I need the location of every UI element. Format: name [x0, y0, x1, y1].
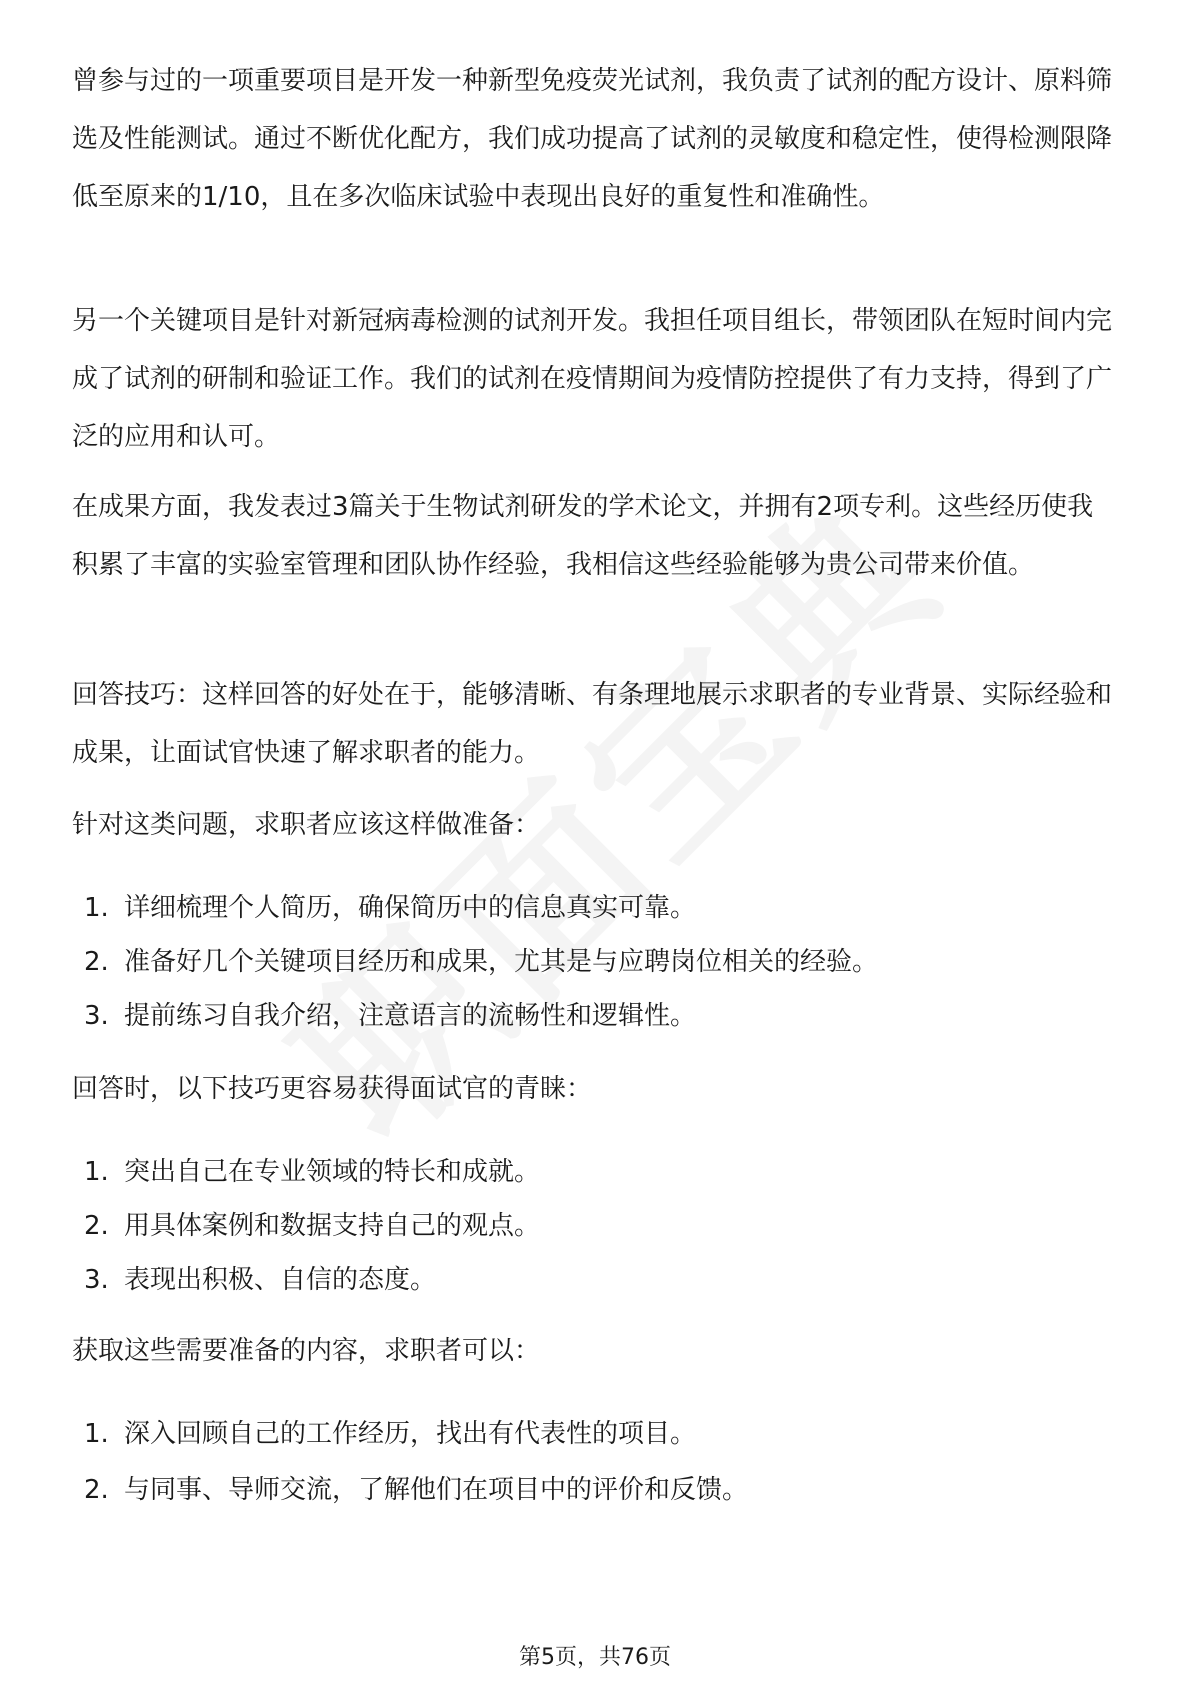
list-item — [84, 1260, 436, 1300]
list-number: 3. — [84, 1265, 109, 1295]
paragraph-project-covid: 另一个关键项目是针对新冠病毒检测的试剂开发。我担任项目组长，带领团队在短时间内完成了试剂的研制和验证工作。我们的试剂在疫情期间为疫情防控提供了有力支持，得到了广泛的应用和认可。 — [72, 306, 1113, 452]
list-item — [84, 1414, 696, 1454]
paragraph-achievements: 在成果方面，我发表过3篇关于生物试剂研发的学术论文，并拥有2项专利。这些经历使我积累了丰富的实验室管理和团队协作经验，我相信这些经验能够为贵公司带来价值。 — [72, 492, 1094, 580]
list-item — [84, 1470, 748, 1510]
list-text: 深入回顾自己的工作经历，找出有代表性的项目。 — [124, 1419, 697, 1449]
page-footer: 第5页，共76页 — [519, 1645, 671, 1670]
list-text: 突出自己在专业领域的特长和成就。 — [124, 1157, 541, 1187]
list-number: 2. — [84, 947, 109, 977]
list-text: 详细梳理个人简历，确保简历中的信息真实可靠。 — [124, 893, 697, 923]
list-text: 表现出积极、自信的态度。 — [124, 1265, 437, 1295]
list-number: 3. — [84, 1001, 109, 1031]
list-number: 2. — [84, 1211, 109, 1241]
list-number: 2. — [84, 1475, 109, 1505]
list-item — [84, 1206, 540, 1246]
list-number: 1. — [84, 1419, 109, 1449]
list-text: 准备好几个关键项目经历和成果，尤其是与应聘岗位相关的经验。 — [124, 947, 879, 977]
list-item — [84, 888, 696, 928]
paragraph-prepare-intro: 针对这类问题，求职者应该这样做准备： — [72, 810, 541, 840]
list-item — [84, 942, 878, 982]
list-text: 用具体案例和数据支持自己的观点。 — [124, 1211, 541, 1241]
list-text: 与同事、导师交流，了解他们在项目中的评价和反馈。 — [124, 1475, 749, 1505]
list-number: 1. — [84, 1157, 109, 1187]
paragraph-project-immunofluorescence: 曾参与过的一项重要项目是开发一种新型免疫荧光试剂，我负责了试剂的配方设计、原料筛选及性能测试。通过不断优化配方，我们成功提高了试剂的灵敏度和稳定性，使得检测限降低至原来的1/10，且在多次临床试验中表现出良好的重复性和准确性。 — [72, 66, 1113, 212]
paragraph-tips-intro: 回答时，以下技巧更容易获得面试官的青睐： — [72, 1074, 593, 1104]
paragraph-sources-intro: 获取这些需要准备的内容，求职者可以： — [72, 1336, 541, 1366]
list-item — [84, 996, 696, 1036]
list-text: 提前练习自我介绍，注意语言的流畅性和逻辑性。 — [124, 1001, 697, 1031]
paragraph-answer-tips: 回答技巧：这样回答的好处在于，能够清晰、有条理地展示求职者的专业背景、实际经验和成果，让面试官快速了解求职者的能力。 — [72, 680, 1113, 768]
list-item — [84, 1152, 540, 1192]
list-number: 1. — [84, 893, 109, 923]
